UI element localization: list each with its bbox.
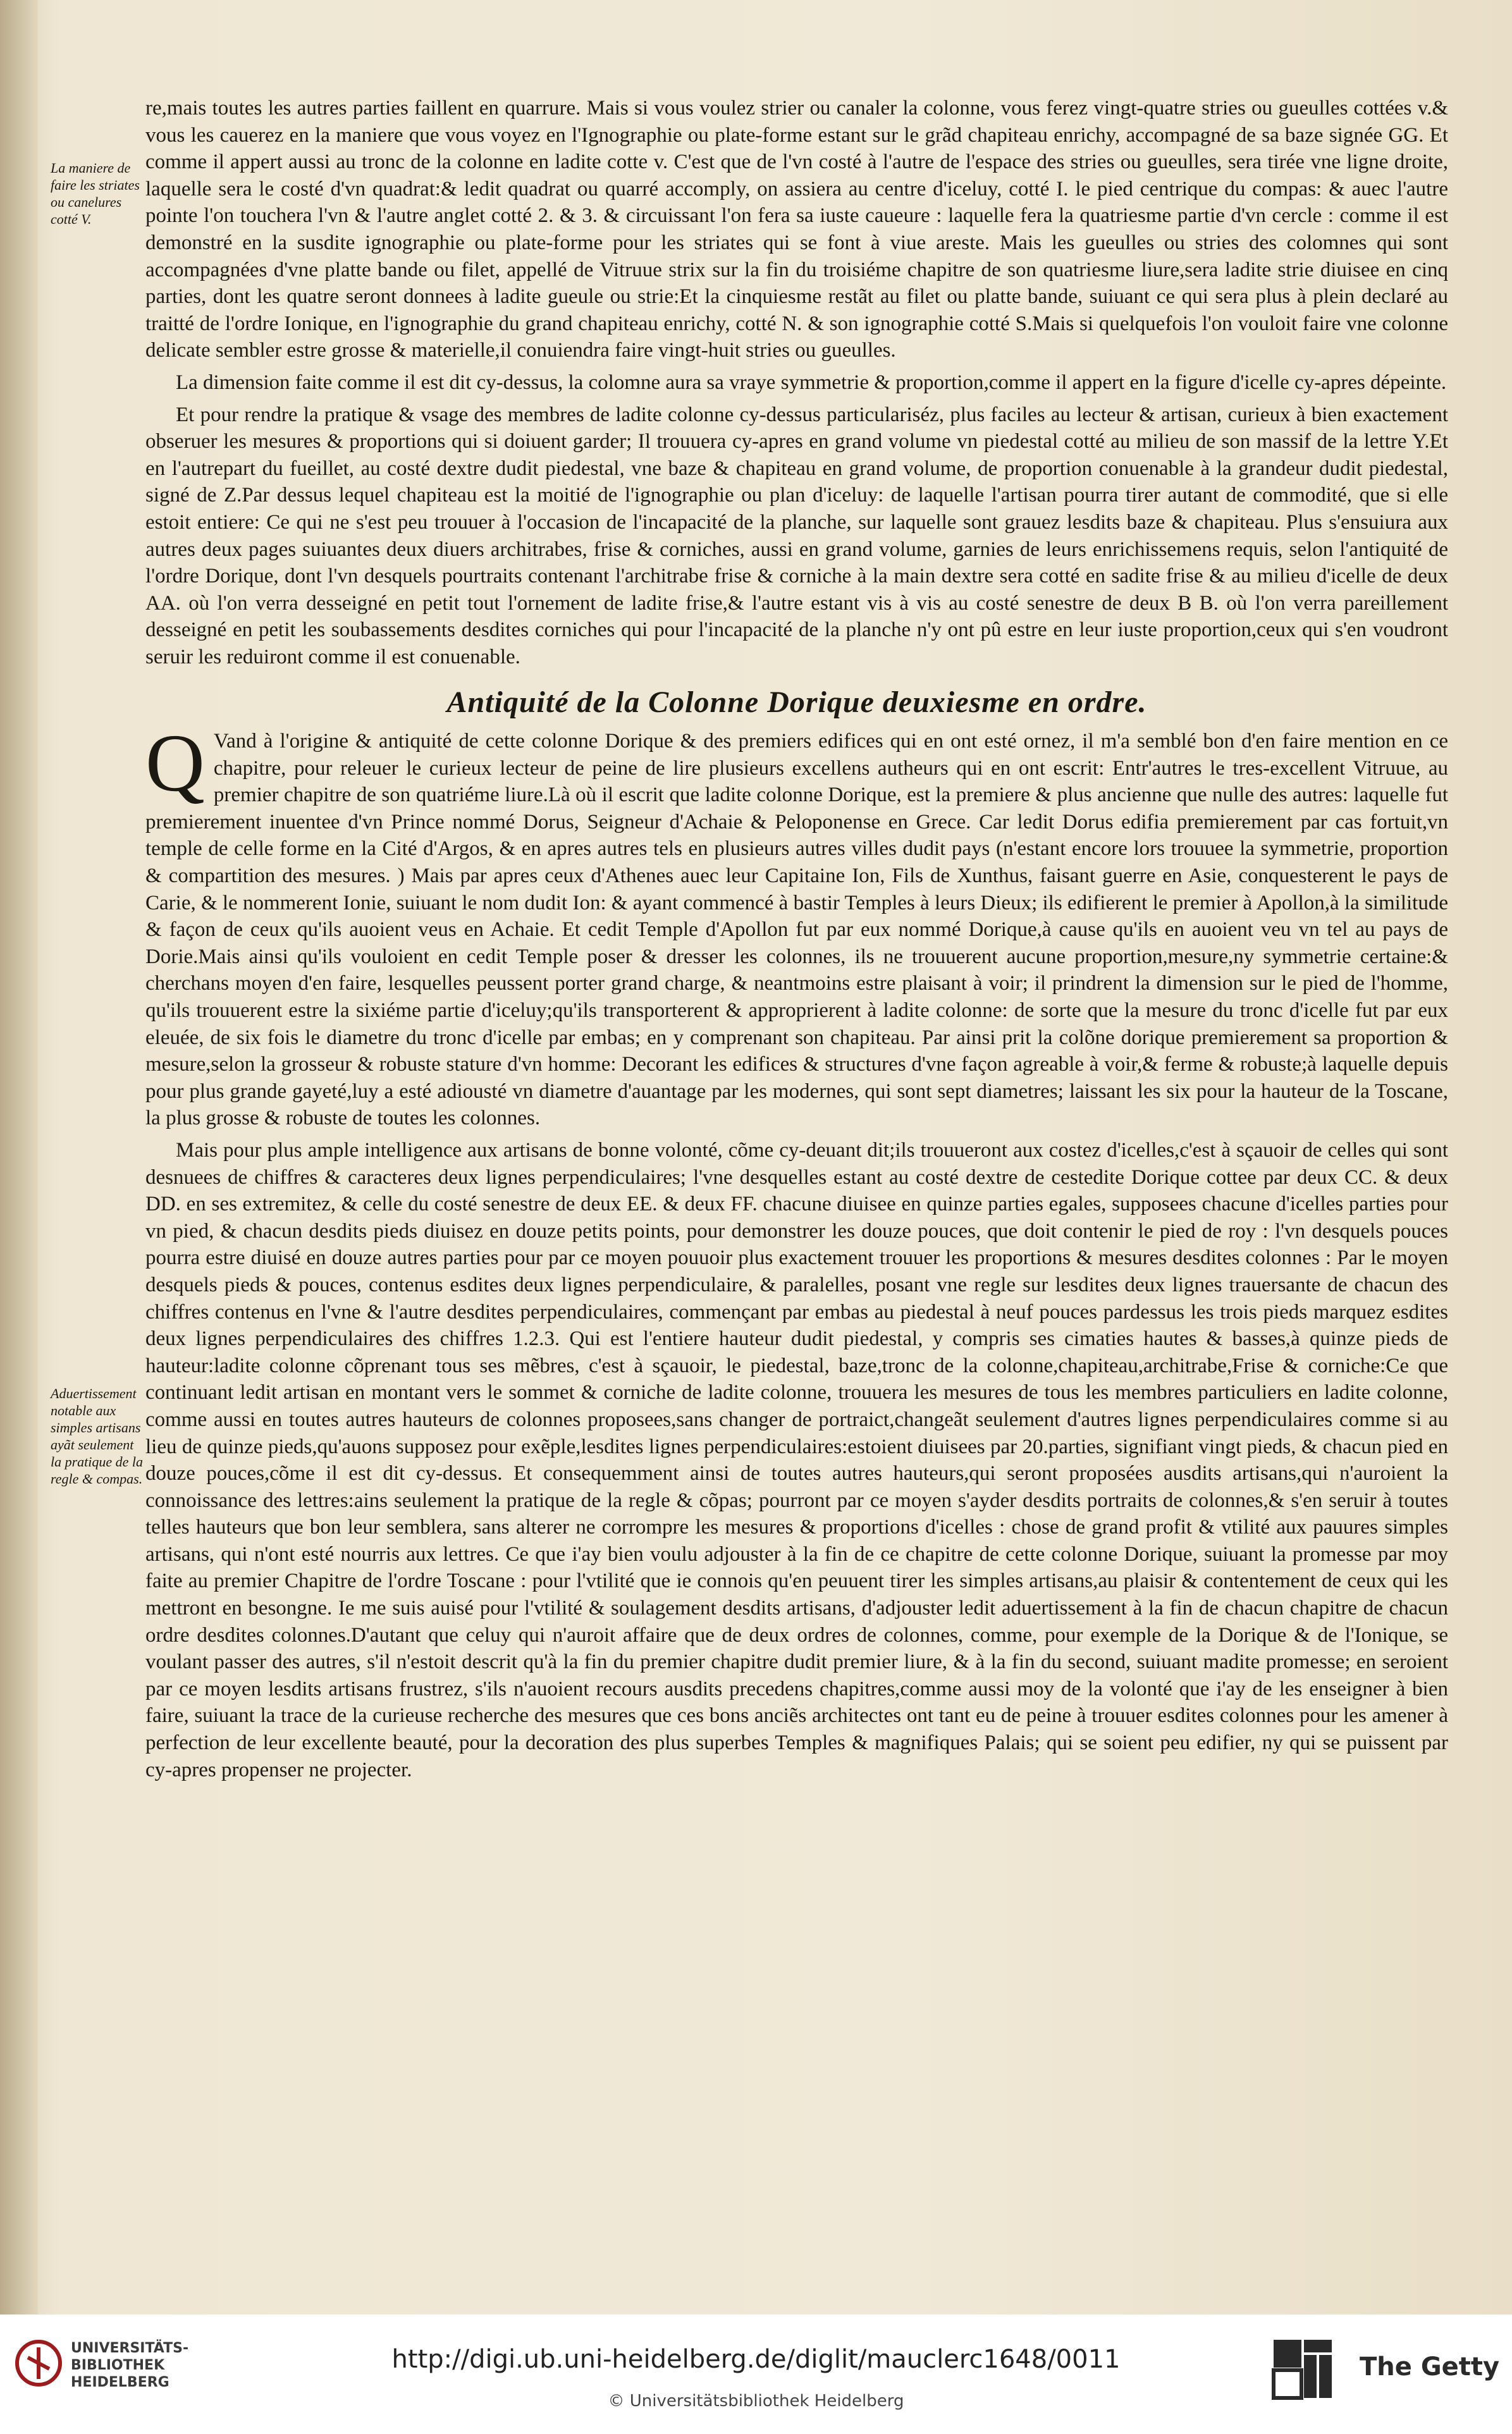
- paragraph: Et pour rendre la pratique & vsage des membres de ladite colonne cy-dessus particulariséz, plus faciles au lecteur & artisan, curieux à bien exactement obseruer les mesures & proportions qui si doiuent garder; Il trouuera cy-apres en grand volume vn piedestal cotté au milieu de son massif de la lettre Y.Et en l'autrepart du fueillet, au costé dextre dudit piedestal, vne baze & chapiteau en grand volume, de proportion conuenable à la grandeur dudit piedestal, signé de Z.Par dessus lequel chapiteau est la moitié de l'ignographie ou plan d'iceluy: de laquelle l'artisan pourra tirer autant de commodité, que si elle estoit entiere: Ce qui ne s'est peu trouuer à l'occasion de l'incapacité de la planche, sur laquelle sont grauez lesdits baze & chapiteau. Plus s'ensuiura aux autres deux pages suiuantes deux diuers architrabes, frise & corniches, aussi en grand volume, garnies de leurs enrichissemens requis, selon l'antiquité de l'ordre Dorique, dont l'vn desquels pourtraits contenant l'architrabe frise & corniche à la main dextre sera cotté en sadite frise & au milieu d'icelle de deux AA. où l'on verra desseigné en petit tout l'ornement de ladite frise,& l'autre estant vis à vis au costé senestre de deux B B. où l'on verra pareillement desseigné en petit les soubassements desdites corniches qui pour l'incapacité de la planche n'y ont pû estre en leur iuste proportion,ceux qui s'en voudront seruir les reduiront comme il est conuenable.: [145, 403, 1448, 668]
- margin-note-striates: La maniere de faire les striates ou canelures cotté V.: [51, 160, 140, 227]
- copyright-notice: © Universitätsbibliothek Heidelberg: [608, 2392, 904, 2411]
- getty-logo-icon: [1271, 2337, 1334, 2400]
- permalink-url[interactable]: http://digi.ub.uni-heidelberg.de/diglit/mauclerc1648/0011: [391, 2345, 1121, 2374]
- margin-note-aduertissement: Aduertissement notable aux simples artisans ayãt seulement la pratique de la regle & compas.: [51, 1386, 144, 1487]
- paragraph: Mais pour plus ample intelligence aux artisans de bonne volonté, cõme cy-deuant dit;ils trouueront aux costez d'icelles,c'est à sçauoir de celles qui sont desnuees de chiffres & caracteres deux lignes perpendiculaires; l'vne desquelles estant au costé dextre de cestedite Dorique cottee par deux CC. & deux DD. en ses extremitez, & celle du costé senestre de deux EE. & deux FF. chacune diuisee en quinze parties egales, supposees chacune d'icelles parties pour vn pied, & chacun desdits pieds diuisez en douze petits points, pour demonstrer les douze pouces, que doit contenir le pied de roy : l'vn desquels pouces pourra estre diuisé en douze autres parties pour par ce moyen pouuoir plus exactement trouuer les proportions & mesures desdites colonnes : Par le moyen desquels pieds & pouces, contenus esdites deux lignes perpendiculaire, & paralelles, posant vne regle sur lesdites deux lignes trauersante de chacun des chiffres contenus en l'vne & l'autre desdites perpendiculaires, commençant par embas au piedestal à neuf pouces pardessus les trois pieds marquez esdites deux lignes perpendiculaires des chiffres 1.2.3. Qui est l'entiere hauteur dudit piedestal, y compris ses cimaties hautes & basses,à quinze pieds de hauteur:ladite colonne cõprenant tous ses mẽbres, c'est à sçauoir, le piedestal, baze,tronc de la colonne,chapiteau,architrabe,Frise & corniche:Ce que continuant ledit artisan en montant vers le sommet & corniche de ladite colonne, trouuera les mesures de tous les membres particuliers en ladite colonne, comme aussi en toutes autres hauteurs de colonnes proposees,sans changer de portraict,changeãt seulement d'autres lignes perpendiculaires comme si au lieu de quinze pieds,qu'auons supposez pour exẽple,lesdites lignes perpendiculaires:estoient diuisees par 20.parties, signifiant vingt pieds, & chacun pied en douze pouces,cõme il est dit cy-dessus. Et consequemment ainsi de toutes autres hauteurs,qui seront proposées ausdits artisans,qui n'auroient la connoissance des lettres:ains seulement la pratique de la regle & cõpas; pourront par ce moyen s'ayder desdits portraits de colonnes,& s'en seruir à toutes telles hauteurs que bon leur semblera, sans alterer ne corrompre les mesures & proportions d'icelles : chose de grand profit & vtilité aux pauures simples artisans, qui n'ont esté nourris aux lettres. Ce que i'ay bien voulu adjouster à la fin de ce chapitre de cette colonne Dorique, suiuant la promesse par moy faite au premier Chapitre de l'ordre Toscane : pour l'vtilité que ie connois qu'en peuuent tirer les simples artisans,au plaisir & contentement de ceux qui les mettront en besongne. Ie me suis auisé pour l'vtilité & soulagement desdits artisans, d'adjouster ledit aduertissement à la fin de chacun chapitre de chacun ordre desdites colonnes.D'autant que celuy qui n'auroit affaire que de deux ordres de colonnes, comme, pour exemple de la Dorique & de l'Ionique, se voulant passer des autres, s'il n'estoit descrit qu'à la fin du premier chapitre dudit premier liure, & à la fin du second, suiuant madite promesse; en seroient par ce moyen lesdits artisans frustrez, s'ils n'auoient recours ausdits precedens chapitres,comme aussi moy de la volonté que i'ay de les enseigner à bien faire, suiuant la trace de la curieuse recherche des mesures que ces bons anciẽs architectes ont tant eu de peine à trouuer esdites colonnes pour les amener à perfection de leur excellente beauté, pour la decoration des plus superbes Temples & magnifiques Palais; qui se soient peu edifier, ny qui se puissent par cy-apres propenser ne projecter.: [145, 1138, 1448, 1781]
- book-spine-shadow: [0, 0, 38, 2314]
- drop-cap: Q: [145, 718, 205, 809]
- paragraph: La dimension faite comme il est dit cy-dessus, la colomne aura sa vraye symmetrie & proportion,comme il appert en la figure d'icelle cy-apres dépeinte.: [176, 371, 1447, 394]
- page-text: [145, 95, 1448, 1788]
- chapter-heading: Antiquité de la Colonne Dorique deuxiesme en ordre.: [446, 685, 1147, 720]
- paragraph-text: Vand à l'origine & antiquité de cette colonne Dorique & des premiers edifices qui en ont esté ornez, il m'a semblé bon d'en faire mention en ce chapitre, pour releuer le curieux lecteur de peine de lire plusieurs excellens autheurs qui en ont escrit: Entr'autres le tres-excellent Vitruue, au premier chapitre de son quatriéme liure.Là où il escrit que ladite colonne Dorique, est la premiere & plus ancienne que nulle des autres: laquelle fut premierement inuentee d'vn Prince nommé Dorus, Seigneur d'Achaie & Peloponense en Grece. Car ledit Dorus edifia premierement par cas fortuit,vn temple de celle forme en la Cité d'Argos, & en apres autres tels en plusieurs autres villes dudit pays (n'estant encore lors trouuee la symmetrie, proportion & compartition des mesures. ) Mais par apres ceux d'Athenes auec leur Capitaine Ion, Fils de Xunthus, faisant guerre en Asie, conquesterent le pays de Carie, & le nommerent Ionie, suiuant le nom dudit Ion: & ayant commencé à bastir Temples à leurs Dieux; ils edifierent le premier à Apollon,à la similitude & façon de ceux qu'ils auoient veus en Achaie. Et cedit Temple d'Apollon fut par eux nommé Dorique,à cause qu'ils en auoient veu vn tel au pays de Dorie.Mais ainsi qu'ils vouloient en cedit Temple poser & dresser les colonnes, ils ne trouuerent aucune proportion,mesure,ny symmetrie certaine:& cherchans moyen d'en faire, lesquelles peussent porter grand charge, & neantmoins estre plaisant à voir; il prindrent la dimension sur le pied de l'homme, qu'ils trouuerent estre la sixiéme partie d'iceluy;qu'ils transporterent & approprierent à ladite colonne: de sorte que la mesure du tronc d'icelle fut par eux eleuée, de six fois le diametre du tronc d'icelle par embas; en y comprenant son chapiteau. Par ainsi prit la colõne dorique premierement sa proportion & mesure,selon la grosseur & robuste stature d'vn homme: Decorant les edifices & structures d'vne façon agreable à voir,& ferme & robuste;à laquelle depuis pour plus grande gayeté,luy a esté adiousté vn diametre d'auantage par les modernes, qui sont sept diametres; laissant les six pour la hauteur de la Toscane, la plus grosse & robuste de toutes les colonnes.: [145, 730, 1448, 1130]
- library-name: UNIVERSITÄTS- BIBLIOTHEK HEIDELBERG: [71, 2340, 189, 2390]
- viewer-footer: [0, 2314, 1512, 2434]
- paragraph-chapter-start: [145, 718, 1448, 1132]
- partner-name: The Getty: [1360, 2352, 1500, 2382]
- paragraph: re,mais toutes les autres parties faillent en quarrure. Mais si vous voulez strier ou canaler la colonne, vous ferez vingt-quatre stries ou gueulles cottées v.& vous les cauerez en la maniere que vous voyez en l'Ignographie ou plate-forme estant sur le grãd chapiteau enrichy, accompagné de sa baze signée GG. Et comme il appert aussi au tronc de la colonne en ladite cotte v. C'est que de l'vn costé à l'autre de l'espace des stries ou gueulles, sera tirée vne ligne droite, laquelle sera le costé d'vn quadrat:& ledit quadrat ou quarré accomply, on assiera au centre d'iceluy, cotté I. le pied centrique du compas: & auec l'autre pointe l'on touchera l'vn & l'autre anglet cotté 2. & 3. & circuissant l'on fera sa iuste caueure : laquelle fera la quatriesme partie d'vn cercle : comme il est demonstré en la susdite ignographie ou plate-forme pour les striates qui se font à viue areste. Mais les gueulles ou stries des colomnes qui sont accompagnées d'vne platte bande ou filet, appellé de Vitruue strix sur la fin du troisiéme chapitre de son quatriesme liure,sera ladite strie diuisee en cinq parties, dont les quatre seront donnees à ladite gueule ou strie:Et la cinquiesme restãt au filet ou platte bande, suiuant ce qui sera plus à plein declaré au traitté de l'ordre Ionique, en l'ignographie du grand chapiteau enrichy, cotté N. & son ignographie cotté S.Mais si quelquefois l'on vouloit faire vne colonne delicate sembler estre grosse & materielle,il conuiendra faire vingt-huit stries ou gueulles.: [145, 97, 1448, 362]
